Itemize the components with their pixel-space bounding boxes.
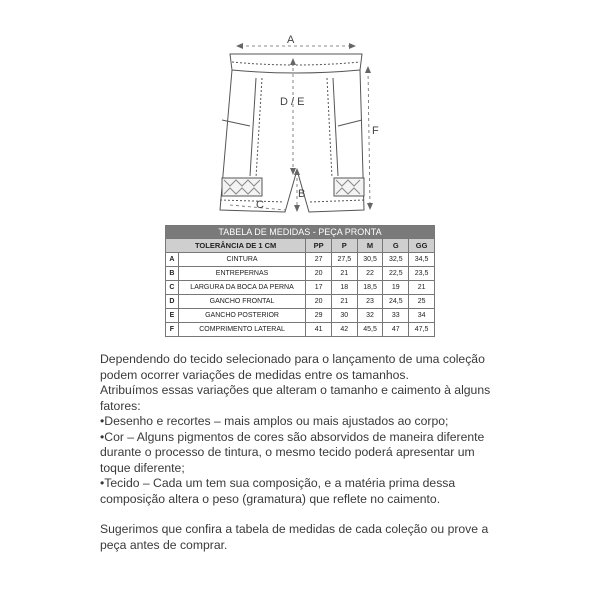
label-b: B: [298, 188, 306, 200]
left-leg-trim: [222, 178, 262, 196]
table-row: [166, 281, 435, 295]
row-letter: D: [166, 295, 179, 309]
row-value: 32: [357, 309, 383, 323]
row-value: 22: [357, 267, 383, 281]
row-description: GANCHO POSTERIOR: [178, 309, 305, 323]
label-a: A: [287, 34, 295, 46]
row-description: CINTURA: [178, 253, 305, 267]
text-line: Atribuímos essas variações que alteram o tamanho e caimento à alguns: [100, 383, 491, 397]
size-header: G: [383, 239, 409, 253]
row-description: ENTREPERNAS: [178, 267, 305, 281]
label-f: F: [372, 125, 379, 137]
row-value: 47: [383, 323, 409, 337]
text-line: •Tecido – Cada um tem sua composição, e a matéria prima dessa: [100, 476, 456, 490]
row-value: 42: [331, 323, 357, 337]
row-value: 41: [306, 323, 332, 337]
row-value: 22,5: [383, 267, 409, 281]
row-value: 20: [306, 267, 332, 281]
row-letter: C: [166, 281, 179, 295]
label-de: D / E: [280, 96, 305, 108]
row-value: 21: [331, 267, 357, 281]
row-value: 30: [331, 309, 357, 323]
row-value: 19: [383, 281, 409, 295]
shorts-diagram: [0, 0, 600, 225]
row-value: 25: [409, 295, 435, 309]
text-line: toque diferente;: [100, 460, 185, 475]
row-value: 32,5: [383, 253, 409, 267]
table-row: [166, 295, 435, 309]
table-row: [166, 309, 435, 323]
row-value: 21: [331, 295, 357, 309]
row-description: GANCHO FRONTAL: [178, 295, 305, 309]
row-value: 24,5: [383, 295, 409, 309]
row-value: 27,5: [331, 253, 357, 267]
row-value: 20: [306, 295, 332, 309]
size-variation-notes: [100, 352, 520, 553]
text-line: podem ocorrer variações de medidas entre os tamanhos.: [100, 367, 409, 382]
row-description: LARGURA DA BOCA DA PERNA: [178, 281, 305, 295]
row-value: 47,5: [409, 323, 435, 337]
table-row: [166, 323, 435, 337]
text-line: •Cor – Alguns pigmentos de cores são absorvidos de maneira diferente: [100, 429, 485, 444]
row-value: 18: [331, 281, 357, 295]
row-value: 34: [409, 309, 435, 323]
row-value: 27: [306, 253, 332, 267]
row-value: 34,5: [409, 253, 435, 267]
row-description: COMPRIMENTO LATERAL: [178, 323, 305, 337]
table-header-row: [166, 239, 435, 253]
measure-f-line: [368, 70, 370, 206]
row-letter: F: [166, 323, 179, 337]
row-letter: A: [166, 253, 179, 267]
table-title-row: [166, 226, 435, 239]
size-header: M: [357, 239, 383, 253]
text-line: fatores:: [100, 398, 141, 413]
label-c: C: [256, 199, 264, 211]
table-row: [166, 267, 435, 281]
row-value: 18,5: [357, 281, 383, 295]
row-letter: B: [166, 267, 179, 281]
text-line: •Desenho e recortes – mais amplos ou mais ajustados ao corpo;: [100, 414, 449, 428]
row-letter: E: [166, 309, 179, 323]
row-value: 29: [306, 309, 332, 323]
table-title: TABELA DE MEDIDAS - PEÇA PRONTA: [166, 226, 435, 239]
row-value: 30,5: [357, 253, 383, 267]
text-line: durante o processo de tintura, o mesmo tecido poderá apresentar um: [100, 445, 475, 459]
row-value: 23: [357, 295, 383, 309]
text-line: Dependendo do tecido selecionado para o lançamento de uma coleção: [100, 352, 485, 366]
measurement-table: [165, 225, 435, 337]
closing-line: Sugerimos que confira a tabela de medidas de cada coleção ou prove a: [100, 522, 489, 536]
row-value: 17: [306, 281, 332, 295]
table-row: [166, 253, 435, 267]
row-value: 45,5: [357, 323, 383, 337]
size-header: P: [331, 239, 357, 253]
size-header: GG: [409, 239, 435, 253]
row-value: 33: [383, 309, 409, 323]
size-header: PP: [306, 239, 332, 253]
text-line: composição altera o peso (gramatura) que reflete no caimento.: [100, 491, 441, 506]
row-value: 23,5: [409, 267, 435, 281]
tolerance-label: TOLERÂNCIA DE 1 CM: [166, 239, 306, 253]
closing-line: peça antes de comprar.: [100, 537, 228, 552]
row-value: 21: [409, 281, 435, 295]
